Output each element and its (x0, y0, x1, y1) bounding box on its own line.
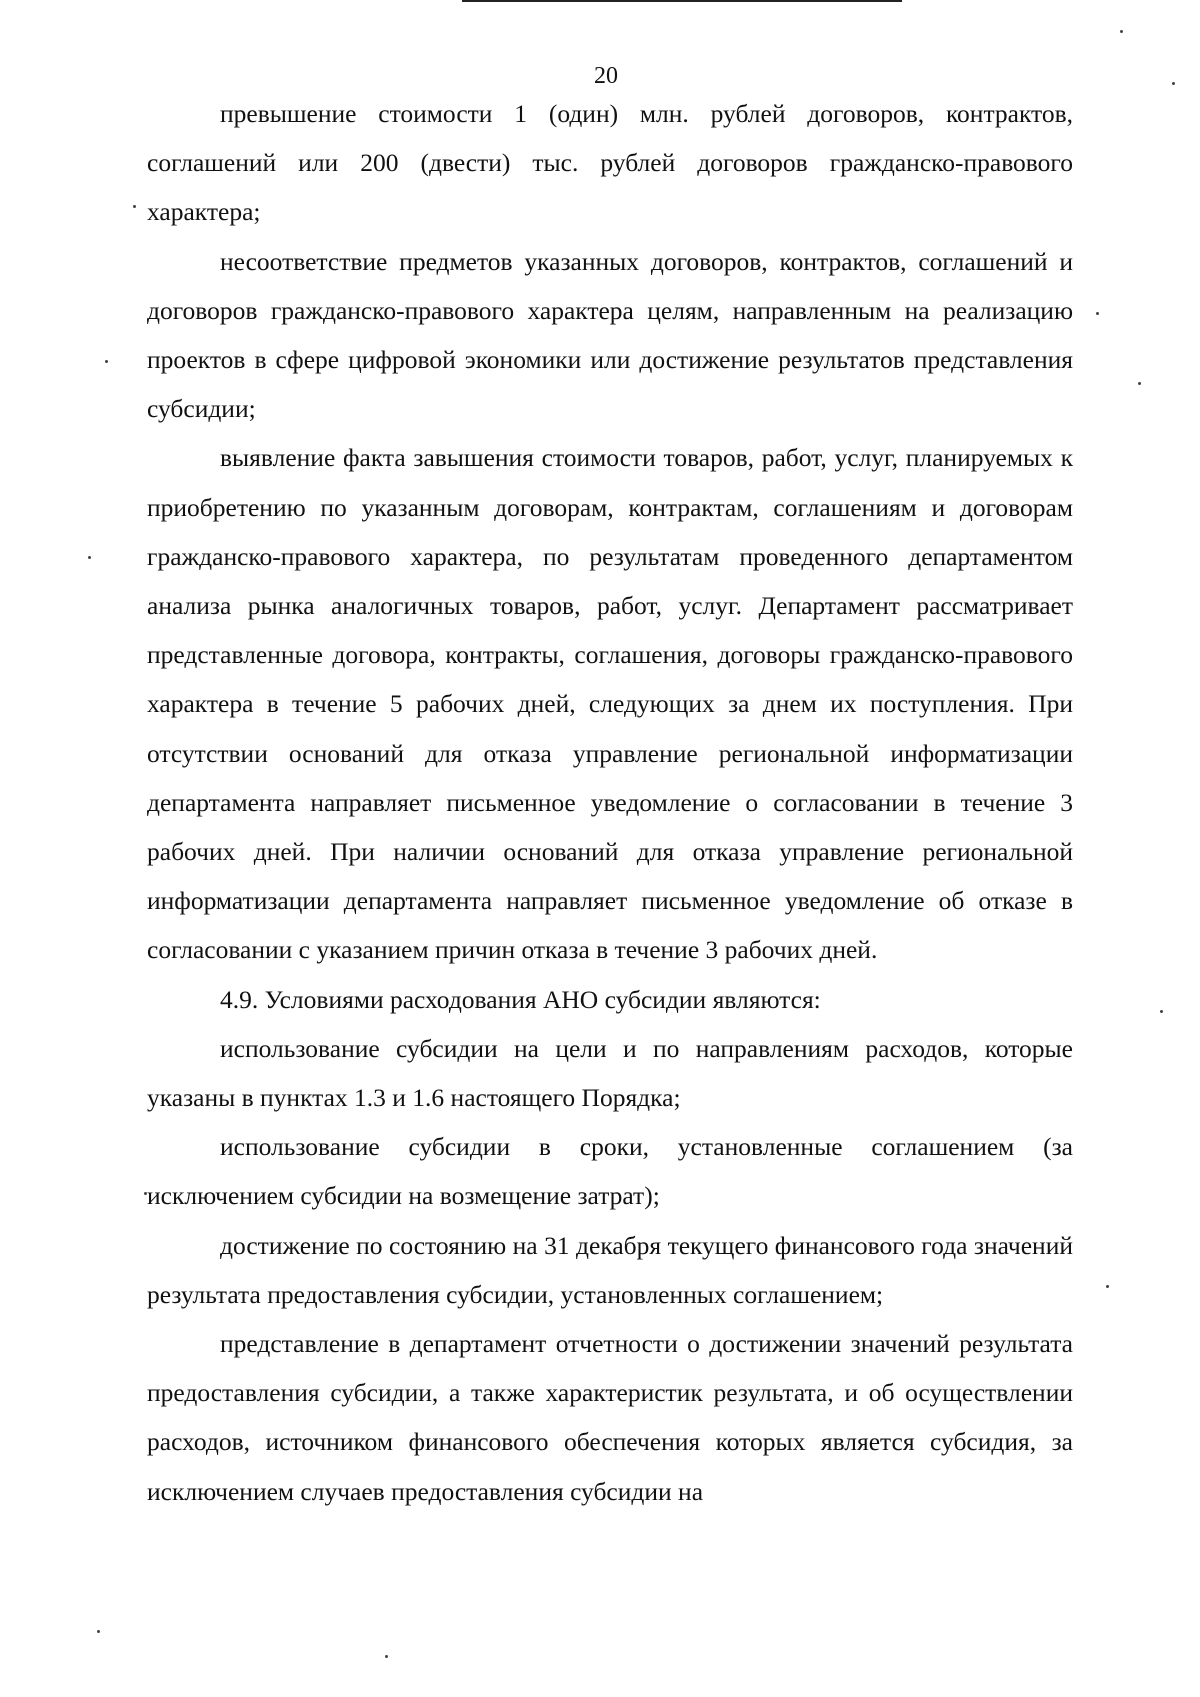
scan-speck (385, 1655, 388, 1658)
scan-speck (133, 205, 136, 208)
page-number: 20 (594, 63, 618, 89)
scan-speck (1172, 82, 1175, 85)
scan-speck (144, 1192, 147, 1195)
scan-speck (1160, 1010, 1163, 1013)
paragraph-purpose-mismatch: несоответствие предметов указанных договоров, контрактов, соглашений и договоров гражданско-правового характера целям, направленным на реализацию проектов в сфере цифровой экономики или достижение результатов представления субсидии; (147, 246, 1073, 424)
scan-speck (1106, 1285, 1109, 1288)
scan-speck (88, 556, 91, 559)
paragraph-use-for-purposes: использование субсидии на цели и по направлениям расходов, которые указаны в пунктах 1.3 и 1.6 настоящего Порядка; (147, 1033, 1073, 1113)
scan-speck (97, 1630, 100, 1633)
body-text (147, 89, 1073, 1516)
paragraph-use-in-time: использование субсидии в сроки, установленные соглашением (за исключением субсидии на возмещение затрат); (147, 1132, 1073, 1211)
paragraph-price-excess: превышение стоимости 1 (один) млн. рублей договоров, контрактов, соглашений или 200 (двести) тыс. рублей договоров гражданско-правового характера; (147, 99, 1073, 227)
scan-speck (105, 360, 108, 363)
scan-speck (1138, 382, 1141, 385)
paragraph-results-achievement: достижение по состоянию на 31 декабря текущего финансового года значений результата предоставления субсидии, установленных соглашением; (147, 1230, 1073, 1309)
paragraph-overpricing: выявление факта завышения стоимости товаров, работ, услуг, планируемых к приобретению по указанным договорам, контрактам, соглашениям и договорам гражданско-правового характера, по результатам проведенного департаментом анализа рынка аналогичных товаров, работ, услуг. Департамент рассматривает представленные договора, контракты, соглашения, договоры гражданско-правового характера в течение 5 рабочих дней, следующих за днем их поступления. При отсутствии оснований для отказа управление региональной информатизации департамента направляет письменное уведомление о согласовании в течение 3 рабочих дней. При наличии оснований для отказа управление региональной информатизации департамента направляет письменное уведомление об отказе в согласовании с указанием причин отказа в течение 3 рабочих дней. (147, 443, 1073, 965)
paragraph-reporting: представление в департамент отчетности о достижении значений результата предоставления субсидии, а также характеристик результата, и об осуществлении расходов, источником финансового обеспечения которых является субсидия, за исключением случаев предоставления субсидии на (147, 1329, 1073, 1506)
scan-speck (1096, 312, 1099, 315)
top-rule (462, 0, 902, 2)
scan-speck (1120, 30, 1123, 33)
paragraph-section-4-9: 4.9. Условиями расходования АНО субсидии являются: (220, 984, 821, 1014)
